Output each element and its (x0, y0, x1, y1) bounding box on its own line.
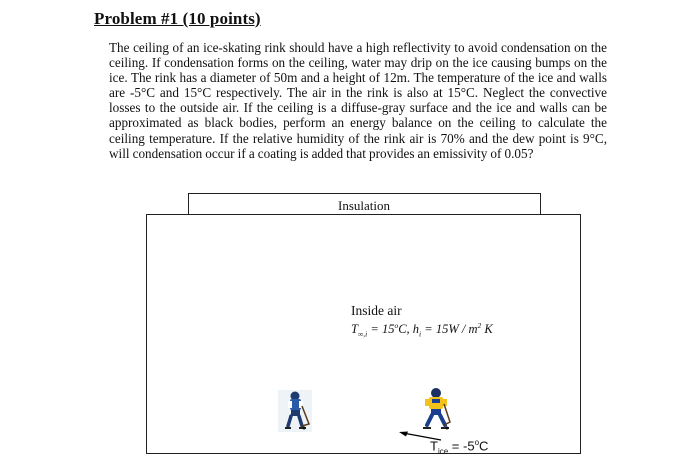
air-conditions-formula (351, 321, 493, 339)
inside-air-label: Inside air (351, 303, 402, 318)
air-temp-degree: o (394, 321, 399, 330)
h-value: = 15 (421, 322, 449, 337)
air-temp-value: = 15 (367, 322, 395, 337)
h-unit-exponent: 2 (477, 321, 482, 330)
air-temp-subscript: ∞,i (357, 329, 368, 339)
air-temp-symbol: T (351, 322, 358, 337)
problem-title: Problem #1 (10 points) (94, 9, 261, 28)
ice-temperature-label (430, 438, 488, 456)
ice-temp-unit: C (479, 438, 489, 454)
ice-temp-degree: o (474, 438, 480, 447)
ice-temp-subscript: ice (437, 446, 449, 456)
h-subscript: i (419, 329, 422, 339)
ice-temp-symbol: T (430, 438, 438, 454)
air-temp-unit: C, (398, 322, 413, 337)
insulation-label: Insulation (338, 198, 390, 213)
hockey-player-icon (278, 390, 312, 432)
hockey-player-icon (418, 387, 454, 433)
h-symbol: h (412, 322, 420, 337)
h-unit-end: K (481, 322, 493, 337)
h-unit: W / m (448, 322, 478, 337)
problem-statement: The ceiling of an ice-skating rink should have a high reflectivity to avoid condensation on the ceiling. If condensation forms on the ceiling, water may drip on the ice causing bumps on the ice. The rink has a diameter of 50m and a height of 12m. The temperature of the ice and walls are -5°C and 15°C respectively. The air in the rink is also at 15°C. Neglect the convective losses to the outside air. If the ceiling is a diffuse-gray surface and the ice and walls can be approximated as black bodies, perform an energy balance on the ceiling to calculate the ceiling temperature. If the relative humidity of the rink air is 70% and the dew point is 9°C, will condensation occur if a coating is added that provides an emissivity of 0.05? (109, 40, 607, 161)
ice-temp-value: = -5 (448, 438, 475, 454)
